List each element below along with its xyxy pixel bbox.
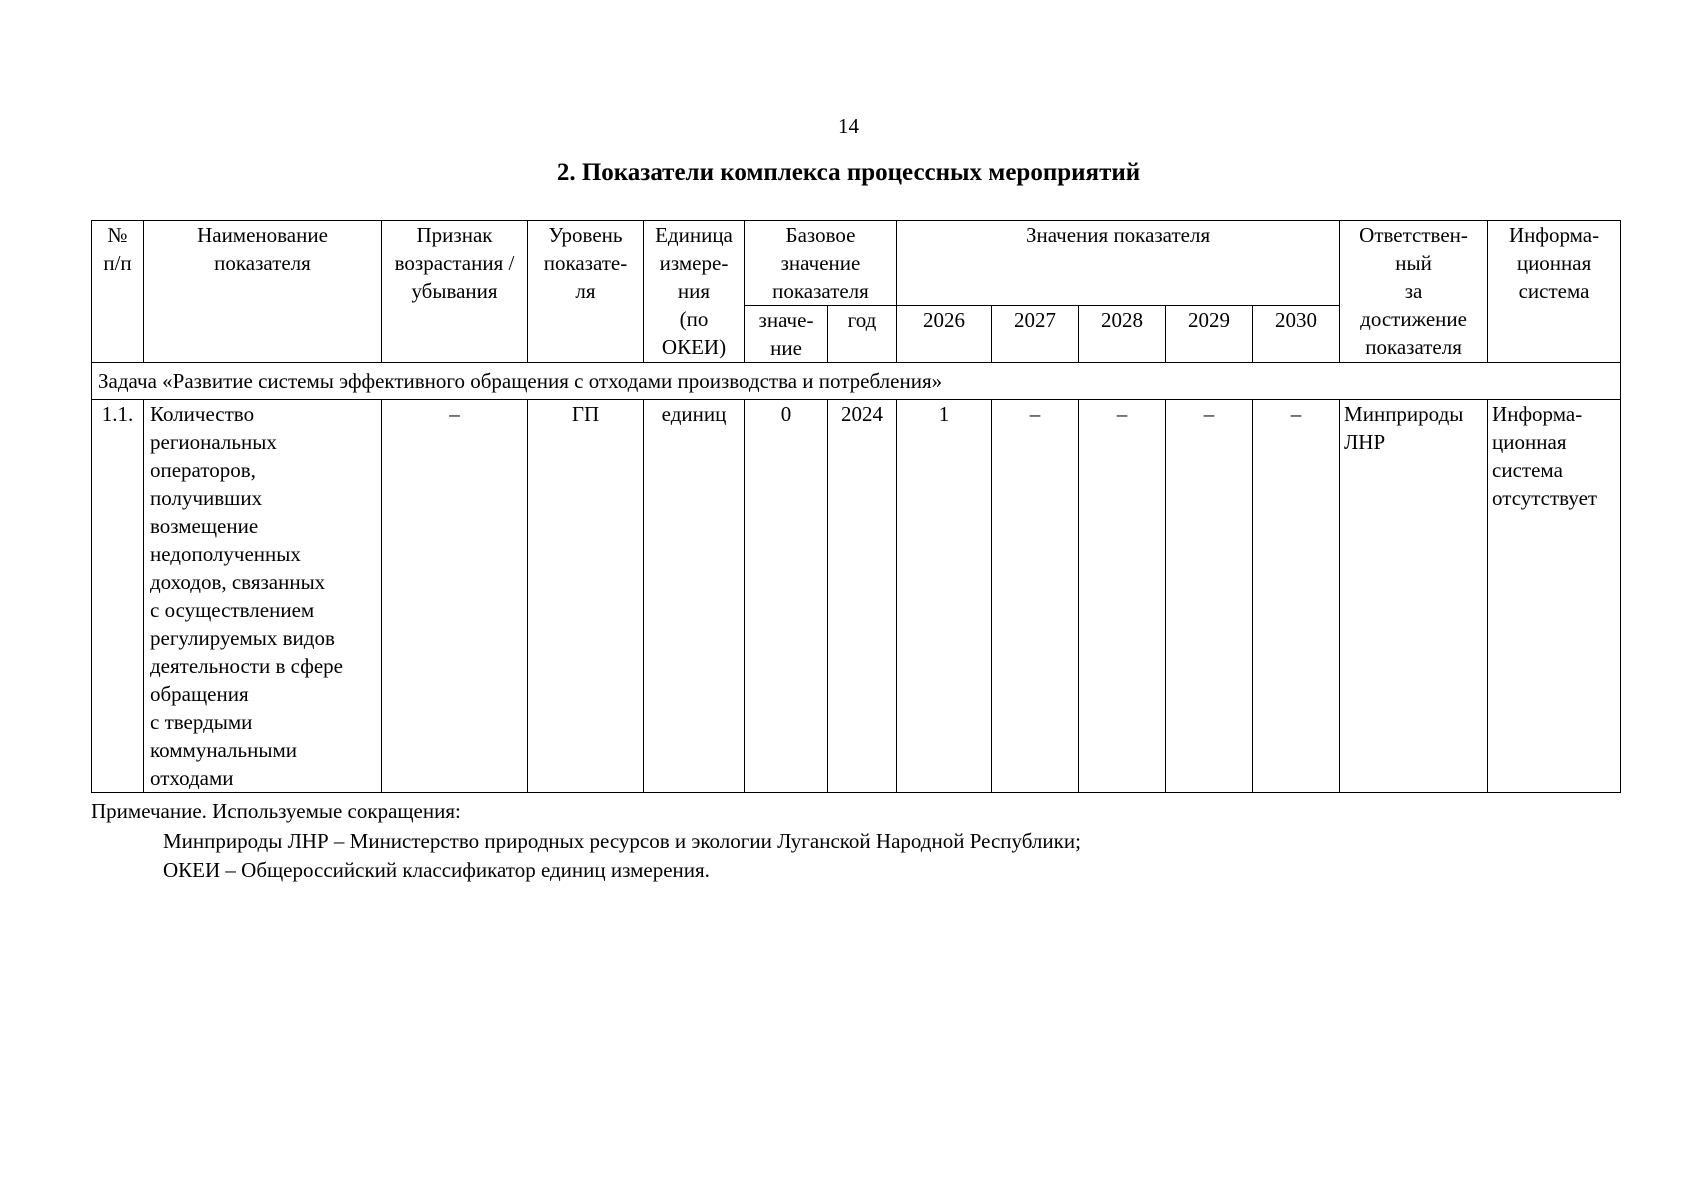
header-values: Значения показателя <box>897 221 1340 306</box>
header-name-line: Наименование <box>197 223 328 247</box>
row-name-line: Количество <box>150 402 255 426</box>
header-responsible-line: достижение <box>1360 307 1467 331</box>
header-level-line: ля <box>575 279 596 303</box>
header-level <box>528 221 644 363</box>
row-name-line: региональных <box>150 430 277 454</box>
header-unit-line: Единица <box>655 223 733 247</box>
header-unit-line: (по <box>679 307 709 331</box>
row-name-line: получивших <box>150 486 263 510</box>
header-row-1 <box>92 221 1621 306</box>
row-name-line: деятельности в сфере <box>150 654 343 678</box>
header-num-line: п/п <box>103 251 132 275</box>
row-info-system-line: Информа- <box>1492 402 1583 426</box>
row-name-line: недополученных <box>150 542 301 566</box>
document-title: 2. Показатели комплекса процессных мероприятий <box>556 159 1141 186</box>
header-base-line: показателя <box>772 279 869 303</box>
task-title: Задача «Развитие системы эффективного обращения с отходами производства и потребления» <box>92 363 1621 400</box>
row-value-2030: – <box>1253 400 1340 793</box>
header-info-system-line: Информа- <box>1508 223 1600 247</box>
header-name <box>144 221 382 363</box>
row-name-line: коммунальными <box>150 738 297 762</box>
note-heading: Примечание. Используемые сокращения: <box>91 799 461 823</box>
header-level-line: показате- <box>543 251 628 275</box>
header-base-year: год <box>828 306 897 363</box>
table-row <box>92 400 1621 793</box>
row-name-line: с осуществлением <box>150 598 315 622</box>
header-base-value <box>745 306 828 363</box>
header-year: 2028 <box>1079 306 1166 363</box>
header-num-line: № <box>107 223 128 247</box>
header-responsible-line: за <box>1404 279 1423 303</box>
header-sign-line: возрастания / <box>394 251 515 275</box>
row-name-line: отходами <box>150 766 234 790</box>
header-sign-line: Признак <box>416 223 493 247</box>
note-line: ОКЕИ – Общероссийский классификатор единиц измерения. <box>163 858 710 882</box>
task-row <box>92 363 1621 400</box>
row-info-system-line: ционная <box>1492 430 1567 454</box>
row-info-system-line: отсутствует <box>1492 486 1598 510</box>
header-unit-line: ния <box>677 279 711 303</box>
row-name <box>144 400 382 793</box>
header-level-line: Уровень <box>548 223 623 247</box>
row-responsible-line: ЛНР <box>1344 430 1386 454</box>
header-year: 2027 <box>992 306 1079 363</box>
row-unit: единиц <box>644 400 745 793</box>
header-responsible-line: показателя <box>1365 335 1462 359</box>
row-name-line: доходов, связанных <box>150 570 326 594</box>
row-info-system <box>1488 400 1621 793</box>
row-value-2026: 1 <box>897 400 992 793</box>
header-base-value-line: ние <box>770 336 802 360</box>
header-responsible-line: Ответствен- <box>1359 223 1468 247</box>
row-name-line: с твердыми <box>150 710 253 734</box>
row-num: 1.1. <box>92 400 144 793</box>
header-year: 2030 <box>1253 306 1340 363</box>
header-info-system-line: ционная <box>1516 251 1592 275</box>
row-value-2029: – <box>1166 400 1253 793</box>
header-sign-line: убывания <box>411 279 498 303</box>
header-unit-line: измере- <box>659 251 729 275</box>
header-sign <box>382 221 528 363</box>
row-responsible <box>1340 400 1488 793</box>
row-name-line: обращения <box>150 682 249 706</box>
header-name-line: показателя <box>214 251 311 275</box>
header-responsible <box>1340 221 1488 363</box>
row-base-year: 2024 <box>828 400 897 793</box>
header-info-system-line: система <box>1518 279 1590 303</box>
row-name-line: регулируемых видов <box>150 626 335 650</box>
header-unit <box>644 221 745 363</box>
row-name-line: возмещение <box>150 514 259 538</box>
row-sign: – <box>382 400 528 793</box>
row-responsible-line: Минприроды <box>1344 402 1464 426</box>
row-info-system-line: система <box>1492 458 1563 482</box>
header-base-line: значение <box>780 251 861 275</box>
note-line: Минприроды ЛНР – Министерство природных ресурсов и экологии Луганской Народной Республики; <box>163 829 1081 853</box>
row-name-line: операторов, <box>150 458 256 482</box>
header-year: 2029 <box>1166 306 1253 363</box>
row-base-value: 0 <box>745 400 828 793</box>
header-num <box>92 221 144 363</box>
header-year: 2026 <box>897 306 992 363</box>
row-value-2027: – <box>992 400 1079 793</box>
row-level: ГП <box>528 400 644 793</box>
row-value-2028: – <box>1079 400 1166 793</box>
header-unit-line: ОКЕИ) <box>661 335 727 359</box>
indicators-table <box>91 220 1621 793</box>
header-base-value-line: значе- <box>758 308 814 332</box>
page-number: 14 <box>838 114 859 138</box>
header-info-system <box>1488 221 1621 363</box>
header-responsible-line: ный <box>1395 251 1432 275</box>
header-base <box>745 221 897 306</box>
header-base-line: Базовое <box>785 223 856 247</box>
